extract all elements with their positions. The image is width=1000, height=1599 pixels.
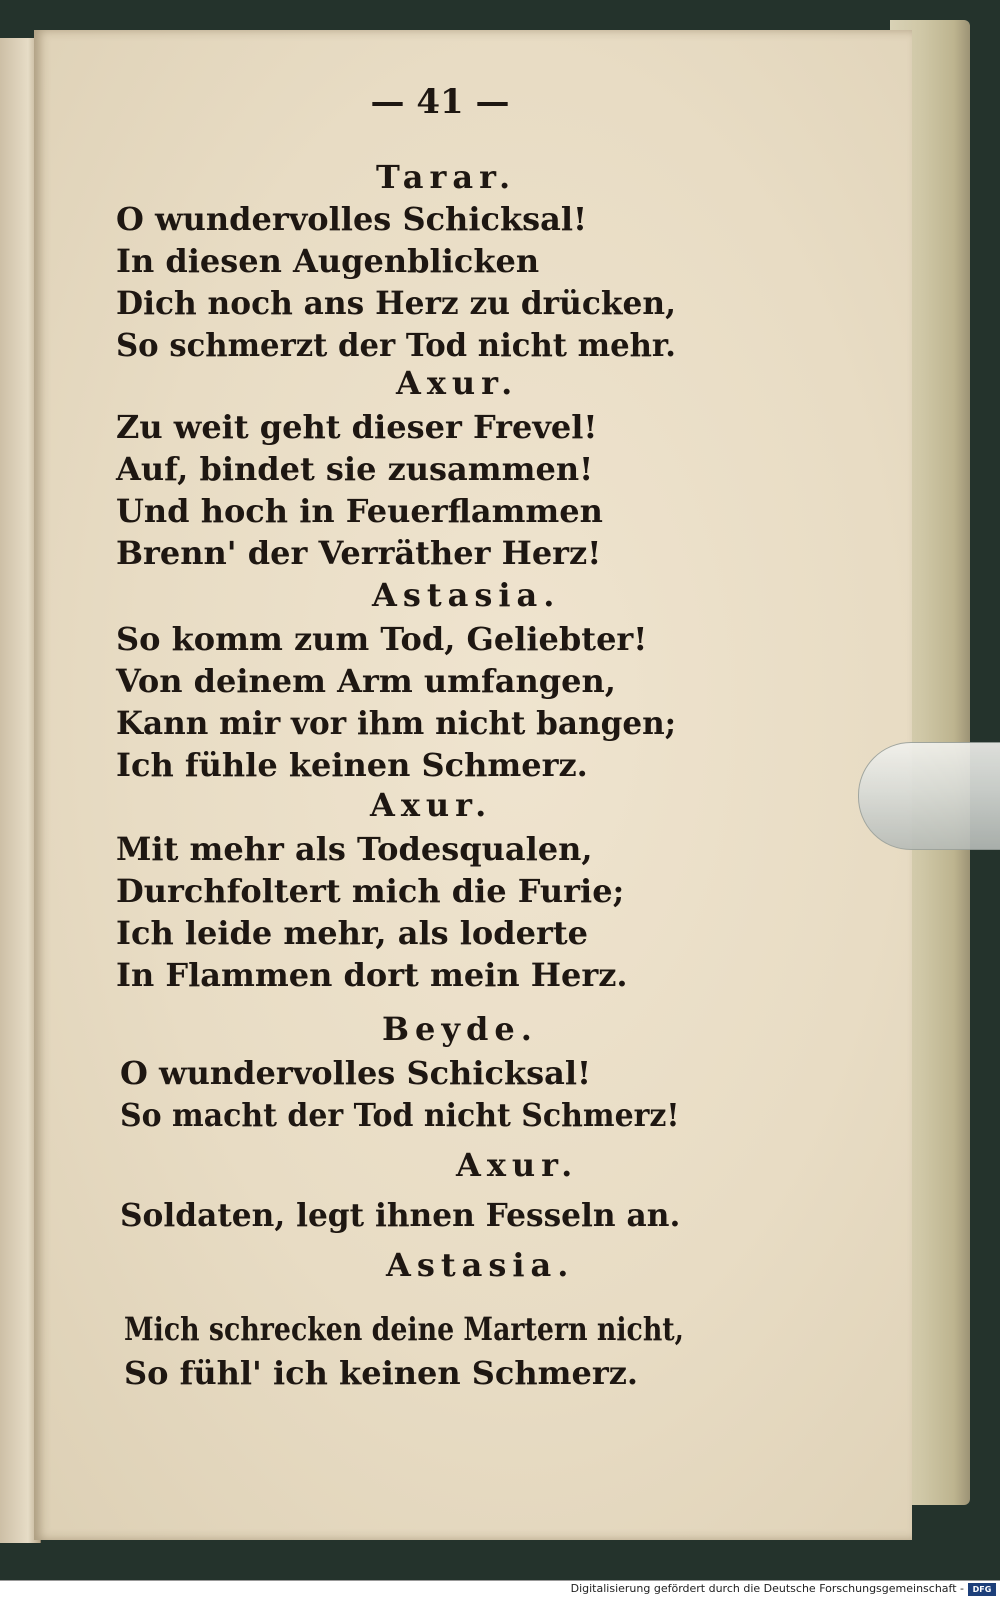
footer-bar xyxy=(0,1580,1000,1599)
verse-line: Zu weit geht dieser Frevel! xyxy=(116,408,598,446)
verse-line: Kann mir vor ihm nicht bangen; xyxy=(116,704,677,742)
verse-line: In Flammen dort mein Herz. xyxy=(116,956,628,994)
verse-line: Auf, bindet sie zusammen! xyxy=(116,450,594,488)
verse-line: In diesen Augenblicken xyxy=(116,242,540,280)
verse-line: So schmerzt der Tod nicht mehr. xyxy=(116,326,676,364)
speaker-label: Axur. xyxy=(456,1146,579,1184)
verse-line: Brenn' der Verräther Herz! xyxy=(116,534,602,572)
speaker-label: Axur. xyxy=(370,786,493,824)
verse-line: Dich noch ans Herz zu drücken, xyxy=(116,284,676,322)
dfg-logo: DFG xyxy=(968,1583,996,1596)
verse-line: O wundervolles Schicksal! xyxy=(116,200,588,238)
verse-line: Mit mehr als Todesqualen, xyxy=(116,830,593,868)
verse-line: So komm zum Tod, Geliebter! xyxy=(116,620,648,658)
page-number: — 41 — xyxy=(370,82,510,122)
verse-line: Soldaten, legt ihnen Fesseln an. xyxy=(120,1196,681,1234)
verse-line: Von deinem Arm umfangen, xyxy=(116,662,616,700)
verse-line: So fühl' ich keinen Schmerz. xyxy=(124,1354,638,1392)
speaker-label: Astasia. xyxy=(386,1246,575,1284)
footer-credit: Digitalisierung gefördert durch die Deutsche Forschungsgemeinschaft - xyxy=(570,1582,964,1595)
speaker-label: Beyde. xyxy=(382,1010,538,1048)
verse-line: Durchfoltert mich die Furie; xyxy=(116,872,625,910)
verse-line: O wundervolles Schicksal! xyxy=(120,1054,592,1092)
verse-line: So macht der Tod nicht Schmerz! xyxy=(120,1096,680,1134)
speaker-label: Tarar. xyxy=(376,158,517,196)
verse-line: Mich schrecken deine Martern nicht, xyxy=(124,1310,684,1348)
verse-line: Ich leide mehr, als loderte xyxy=(116,914,588,952)
speaker-label: Astasia. xyxy=(372,576,561,614)
speaker-label: Axur. xyxy=(396,364,519,402)
verse-line: Und hoch in Feuerflammen xyxy=(116,492,603,530)
verse-line: Ich fühle keinen Schmerz. xyxy=(116,746,588,784)
